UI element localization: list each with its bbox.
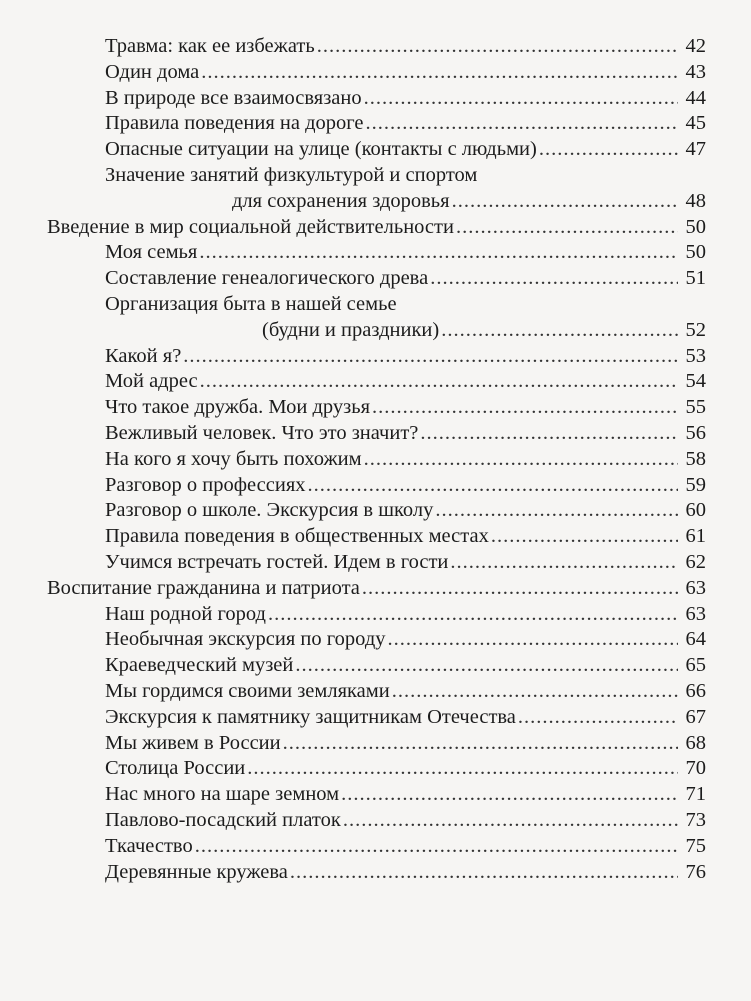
page-number: 50 — [685, 215, 706, 238]
page-number: 60 — [685, 499, 706, 522]
entry-title: Учимся встречать гостей. Идем в гости — [105, 550, 449, 573]
toc-entry — [0, 473, 751, 499]
toc-entry — [0, 834, 751, 860]
entry-title: Организация быта в нашей семье — [105, 292, 397, 315]
dot-leader — [491, 524, 678, 550]
dot-leader — [388, 627, 678, 653]
page-number: 52 — [685, 318, 706, 341]
page-number: 66 — [685, 679, 706, 702]
entry-title: Мы гордимся своими земляками — [105, 679, 390, 702]
entry-title: На кого я хочу быть похожим — [105, 447, 362, 470]
dot-leader — [283, 731, 678, 757]
toc-entry — [0, 189, 751, 215]
dot-leader — [201, 60, 678, 86]
entry-title: Ткачество — [105, 834, 193, 857]
dot-leader — [341, 782, 678, 808]
toc-entry — [0, 860, 751, 886]
dot-leader — [372, 395, 678, 421]
entry-title: Разговор о профессиях — [105, 473, 306, 496]
dot-leader — [366, 111, 678, 137]
dot-leader — [195, 834, 678, 860]
toc-entry — [0, 782, 751, 808]
toc-entry — [0, 653, 751, 679]
dot-leader — [452, 189, 678, 215]
page-number: 54 — [685, 370, 706, 393]
entry-title: Правила поведения в общественных местах — [105, 525, 489, 548]
entry-title: Вежливый человек. Что это значит? — [105, 421, 419, 444]
toc-entry — [0, 421, 751, 447]
entry-title: Значение занятий физкультурой и спортом — [105, 163, 478, 186]
page-number: 61 — [685, 525, 706, 548]
dot-leader — [430, 266, 678, 292]
toc-entry — [0, 292, 751, 318]
toc-entry — [0, 86, 751, 112]
dot-leader — [456, 215, 678, 241]
entry-title: Правила поведения на дороге — [105, 112, 364, 135]
dot-leader — [441, 318, 678, 344]
entry-title: Опасные ситуации на улице (контакты с людьми) — [105, 138, 537, 161]
entry-title: Введение в мир социальной действительности — [47, 215, 454, 238]
entry-title: Травма: как ее избежать — [105, 35, 315, 57]
page-number: 64 — [685, 628, 706, 651]
dot-leader — [295, 653, 678, 679]
toc-entry — [0, 679, 751, 705]
page-number: 65 — [685, 654, 706, 677]
entry-title: Воспитание гражданина и патриота — [47, 576, 360, 599]
entry-title: для сохранения здоровья — [232, 189, 450, 212]
entry-title: Экскурсия к памятнику защитникам Отечества — [105, 705, 516, 728]
toc-entry — [0, 447, 751, 473]
page-number: 53 — [685, 344, 706, 367]
toc-entry — [0, 215, 751, 241]
toc-entry — [0, 524, 751, 550]
page-number: 55 — [685, 396, 706, 419]
page-number: 47 — [685, 138, 706, 161]
dot-leader — [364, 86, 678, 112]
page-number: 50 — [685, 241, 706, 264]
entry-title: Моя семья — [105, 241, 198, 264]
entry-title: Павлово-посадский платок — [105, 808, 341, 831]
page-number: 42 — [685, 35, 706, 57]
page-number: 70 — [685, 757, 706, 780]
dot-leader — [518, 705, 678, 731]
dot-leader — [268, 602, 678, 628]
toc-entry — [0, 576, 751, 602]
dot-leader — [199, 240, 678, 266]
entry-title: Разговор о школе. Экскурсия в школу — [105, 499, 434, 522]
page-number: 75 — [685, 834, 706, 857]
toc-entry — [0, 60, 751, 86]
dot-leader — [183, 344, 678, 370]
page-number: 63 — [685, 576, 706, 599]
page-number: 68 — [685, 731, 706, 754]
toc-entry — [0, 34, 751, 60]
entry-title: Составление генеалогического древа — [105, 267, 429, 290]
dot-leader — [362, 576, 678, 602]
entry-title: Наш родной город — [105, 602, 266, 625]
page-number: 48 — [685, 189, 706, 212]
dot-leader — [200, 369, 678, 395]
toc-entry — [0, 318, 751, 344]
toc-entry — [0, 731, 751, 757]
dot-leader — [450, 550, 678, 576]
entry-title: Мы живем в России — [105, 731, 281, 754]
toc-entry — [0, 344, 751, 370]
entry-title: Мой адрес — [105, 370, 198, 393]
page-number: 45 — [685, 112, 706, 135]
entry-title: (будни и праздники) — [262, 318, 440, 341]
toc-entry — [0, 602, 751, 628]
page-number: 76 — [685, 860, 706, 883]
toc-entry — [0, 137, 751, 163]
entry-title: Необычная экскурсия по городу — [105, 628, 386, 651]
page-number: 67 — [685, 705, 706, 728]
page-number: 63 — [685, 602, 706, 625]
entry-title: В природе все взаимосвязано — [105, 86, 362, 109]
dot-leader — [539, 137, 678, 163]
dot-leader — [247, 756, 678, 782]
toc-entry — [0, 240, 751, 266]
page-number: 58 — [685, 447, 706, 470]
toc-entry — [0, 163, 751, 189]
toc-entry — [0, 627, 751, 653]
page-number: 44 — [685, 86, 706, 109]
dot-leader — [420, 421, 678, 447]
dot-leader — [317, 34, 678, 60]
entry-title: Что такое дружба. Мои друзья — [105, 396, 370, 419]
toc-entry — [0, 498, 751, 524]
toc-entry — [0, 266, 751, 292]
table-of-contents — [0, 34, 751, 885]
toc-entry — [0, 756, 751, 782]
entry-title: Какой я? — [105, 344, 182, 367]
page-number: 71 — [685, 783, 706, 806]
toc-entry — [0, 111, 751, 137]
page-number: 43 — [685, 60, 706, 83]
page-number: 73 — [685, 808, 706, 831]
dot-leader — [435, 498, 678, 524]
dot-leader — [290, 860, 678, 886]
toc-entry — [0, 395, 751, 421]
toc-entry — [0, 705, 751, 731]
entry-title: Один дома — [105, 60, 200, 83]
entry-title: Нас много на шаре земном — [105, 783, 340, 806]
dot-leader — [364, 447, 678, 473]
toc-entry — [0, 808, 751, 834]
entry-title: Деревянные кружева — [105, 860, 288, 883]
page-number: 51 — [685, 267, 706, 290]
page-number: 56 — [685, 421, 706, 444]
dot-leader — [308, 473, 679, 499]
entry-title: Столица России — [105, 757, 246, 780]
toc-entry — [0, 550, 751, 576]
page-number: 59 — [685, 473, 706, 496]
page-number: 62 — [685, 550, 706, 573]
dot-leader — [392, 679, 678, 705]
entry-title: Краеведческий музей — [105, 654, 294, 677]
dot-leader — [343, 808, 678, 834]
toc-entry — [0, 369, 751, 395]
